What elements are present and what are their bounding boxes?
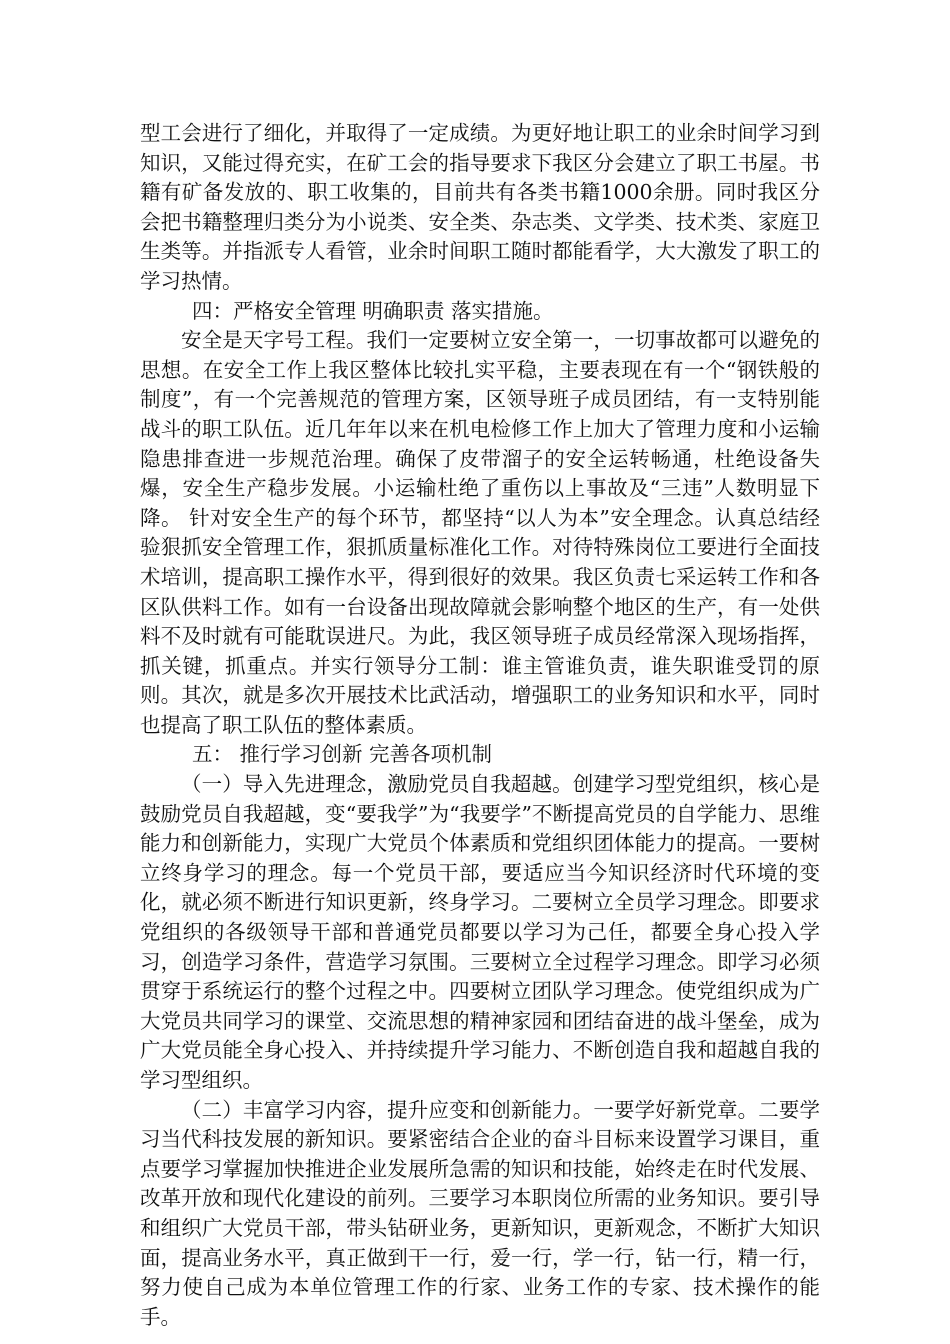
section-heading-safety: 四：严格安全管理 明确职责 落实措施。 bbox=[192, 298, 554, 323]
paragraph-learning-concepts: （一）导入先进理念，激励党员自我超越。创建学习型党组织，核心是鼓励党员自我超越，变“要我学”为“我要学”不断提高党员的自学能力、思维能力和创新能力，实现广大党员个体素质和党组织团体能力的提高。一要树立终身学习的理念。每一个党员干部，要适应当今知识经济时代环境的变化，就必须不断进行知识更新，终身学习。二要树立全员学习理念。即要求党组织的各级领导干部和普通党员都要以学习为己任，都要全身心投入学习，创造学习条件，营造学习氛围。三要树立全过程学习理念。即学习必须贯穿于系统运行的整个过程之中。四要树立团队学习理念。使党组织成为广大党员共同学习的课堂、交流思想的精神家园和团结奋进的战斗堡垒，成为广大党员能全身心投入、并持续提升学习能力、不断创造自我和超越自我的学习型组织。 bbox=[140, 772, 820, 1092]
paragraph-safety-management: 安全是天字号工程。我们一定要树立安全第一，一切事故都可以避免的思想。在安全工作上我区整体比较扎实平稳，主要表现在有一个“钢铁般的制度”，有一个完善规范的管理方案，区领导班子成员团结，有一支特别能战斗的职工队伍。近几年年以来在机电检修工作上加大了管理力度和小运输隐患排查进一步规范治理。确保了皮带溜子的安全运转畅通，杜绝设备失爆，安全生产稳步发展。小运输杜绝了重伤以上事故及“三违”人数明显下降。 针对安全生产的每个环节，都坚持“以人为本”安全理念。认真总结经验狠抓安全管理工作，狠抓质量标准化工作。对待特殊岗位工要进行全面技术培训，提高职工操作水平，得到很好的效果。我区负责七采运转工作和各区队供料工作。如有一台设备出现故障就会影响整个地区的生产，有一处供料不及时就有可能耽误进尺。为此，我区领导班子成员经常深入现场指挥，抓关键，抓重点。并实行领导分工制：谁主管谁负责，谁失职谁受罚的原则。其次，就是多次开展技术比武活动，增强职工的业务知识和水平，同时也提高了职工队伍的整体素质。 bbox=[140, 328, 820, 737]
paragraph-staff-bookroom: 型工会进行了细化，并取得了一定成绩。为更好地让职工的业余时间学习到知识，又能过得充实，在矿工会的指导要求下我区分会建立了职工书屋。书籍有矿备发放的、职工收集的，目前共有各类书籍1000余册。同时我区分会把书籍整理归类分为小说类、安全类、杂志类、文学类、技术类、家庭卫生类等。并指派专人看管，业余时间职工随时都能看学，大大激发了职工的学习热情。 bbox=[140, 121, 820, 293]
paragraph-learning-content: （二）丰富学习内容，提升应变和创新能力。一要学好新党章。二要学习当代科技发展的新知识。要紧密结合企业的奋斗目标来设置学习课目，重点要学习掌握加快推进企业发展所急需的知识和技能，始终走在时代发展、改革开放和现代化建设的前列。三要学习本职岗位所需的业务知识。要引导和组织广大党员干部，带头钻研业务，更新知识，更新观念，不断扩大知识面，提高业务水平，真正做到干一行，爱一行，学一行，钻一行，精一行，努力使自己成为本单位管理工作的行家、业务工作的专家、技术操作的能手。 bbox=[140, 1097, 820, 1329]
document-body bbox=[140, 119, 820, 1332]
section-heading-learning: 五： 推行学习创新 完善各项机制 bbox=[192, 742, 493, 767]
